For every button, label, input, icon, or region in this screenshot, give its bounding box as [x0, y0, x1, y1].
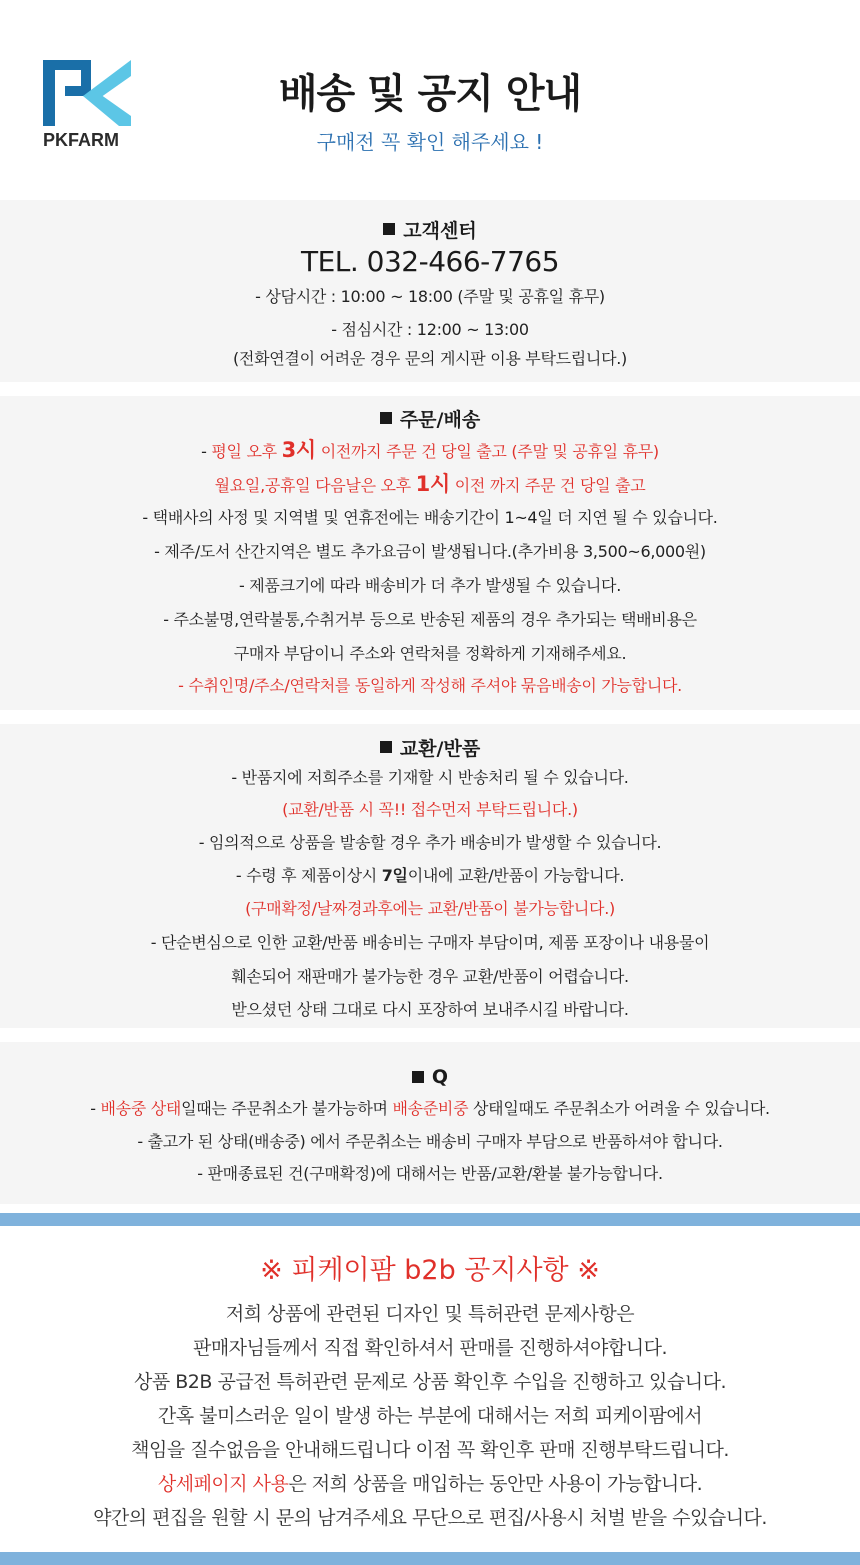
info-line: (구매확정/날짜경과후에는 교환/반품이 불가능합니다.)	[245, 899, 615, 918]
section-heading	[0, 732, 860, 762]
info-line: 받으셨던 상태 그대로 다시 포장하여 보내주시길 바랍니다.	[231, 1000, 629, 1019]
logo-text: PKFARM	[43, 130, 119, 150]
info-line: - 제품크기에 따라 배송비가 더 추가 발생될 수 있습니다.	[239, 576, 621, 595]
notice-line: 판매자님들께서 직접 확인하셔서 판매를 진행하셔야합니다.	[192, 1337, 668, 1359]
info-line: 훼손되어 재판매가 불가능한 경우 교환/반품이 어렵습니다.	[231, 967, 629, 986]
info-line: - 단순변심으로 인한 교환/반품 배송비는 구매자 부담이며, 제품 포장이나 내용물이	[150, 933, 710, 952]
square-bullet-icon	[383, 223, 395, 235]
info-line: - 수령 후 제품이상시 7일이내에 교환/반품이 가능합니다.	[235, 866, 625, 885]
info-line: - 판매종료된 건(구매확정)에 대해서는 반품/교환/환불 불가능합니다.	[197, 1164, 663, 1183]
section-heading	[0, 1062, 860, 1092]
info-line: - 주소불명,연락불통,수취거부 등으로 반송된 제품의 경우 추가되는 택배비용은	[163, 610, 697, 629]
info-line: (교환/반품 시 꼭!! 접수먼저 부탁드립니다.)	[282, 800, 578, 819]
section-heading	[0, 214, 860, 244]
notice-title: ※ 피케이팜 b2b 공지사항 ※	[260, 1255, 600, 1286]
divider-band-top	[0, 1213, 860, 1226]
info-line: - 택배사의 사정 및 지역별 및 연휴전에는 배송기간이 1~4일 더 지연 될 수 있습니다.	[142, 508, 718, 527]
square-bullet-icon	[380, 741, 392, 753]
exchange-return-section	[0, 724, 860, 1028]
square-bullet-icon	[380, 412, 392, 424]
b2b-notice-section	[0, 1226, 860, 1552]
info-line: - 제주/도서 산간지역은 별도 추가요금이 발생됩니다.(추가비용 3,500~6,000원)	[154, 542, 706, 561]
heading-text: 주문/배송	[399, 408, 481, 431]
info-line: - 점심시간 : 12:00 ~ 13:00	[331, 320, 529, 339]
order-shipping-section	[0, 396, 860, 710]
header	[0, 0, 860, 200]
square-bullet-icon	[412, 1071, 424, 1083]
notice-line: 약간의 편집을 원할 시 문의 남겨주세요 무단으로 편집/사용시 처벌 받을 수있습니다.	[93, 1507, 767, 1529]
heading-text: 고객센터	[403, 219, 477, 242]
phone-number: TEL. 032-466-7765	[300, 245, 560, 278]
info-line: - 임의적으로 상품을 발송할 경우 추가 배송비가 발생할 수 있습니다.	[198, 833, 662, 852]
notice-line: 저희 상품에 관련된 디자인 및 특허관련 문제사항은	[225, 1303, 635, 1325]
customer-center-section	[0, 200, 860, 382]
section-heading	[0, 403, 860, 433]
notice-line: 책임을 질수없음을 안내해드립니다 이점 꼭 확인후 판매 진행부탁드립니다.	[131, 1439, 729, 1461]
notice-line: 상세페이지 사용은 저희 상품을 매입하는 동안만 사용이 가능합니다.	[157, 1473, 703, 1495]
info-line: - 배송중 상태일때는 주문취소가 불가능하며 배송준비중 상태일때도 주문취소가 어려울 수 있습니다.	[90, 1099, 770, 1118]
notice-line: 상품 B2B 공급전 특허관련 문제로 상품 확인후 수입을 진행하고 있습니다.	[134, 1371, 726, 1393]
q-section	[0, 1042, 860, 1204]
info-line: - 평일 오후 3시 이전까지 주문 건 당일 출고 (주말 및 공휴일 휴무)	[201, 438, 659, 462]
info-line: 월요일,공휴일 다음날은 오후 1시 이전 까지 주문 건 당일 출고	[214, 472, 646, 496]
info-line: - 반품지에 저희주소를 기재할 시 반송처리 될 수 있습니다.	[231, 768, 629, 787]
page-subtitle: 구매전 꼭 확인 해주세요 !	[316, 130, 544, 154]
divider-band-bottom	[0, 1552, 860, 1565]
info-line: - 상담시간 : 10:00 ~ 18:00 (주말 및 공휴일 휴무)	[255, 287, 605, 306]
info-line: - 수취인명/주소/연락처를 동일하게 작성해 주셔야 묶음배송이 가능합니다.	[178, 676, 682, 695]
heading-text: 교환/반품	[399, 737, 481, 760]
info-line: 구매자 부담이니 주소와 연락처를 정확하게 기재해주세요.	[233, 644, 627, 663]
page-title: 배송 및 공지 안내	[278, 71, 582, 117]
info-line: - 출고가 된 상태(배송중) 에서 주문취소는 배송비 구매자 부담으로 반품하셔야 합니다.	[137, 1132, 723, 1151]
notice-line: 간혹 불미스러운 일이 발생 하는 부분에 대해서는 저희 피케이팜에서	[157, 1405, 703, 1427]
info-line: (전화연결이 어려운 경우 문의 게시판 이용 부탁드립니다.)	[233, 349, 627, 368]
heading-text: Q	[431, 1066, 449, 1088]
